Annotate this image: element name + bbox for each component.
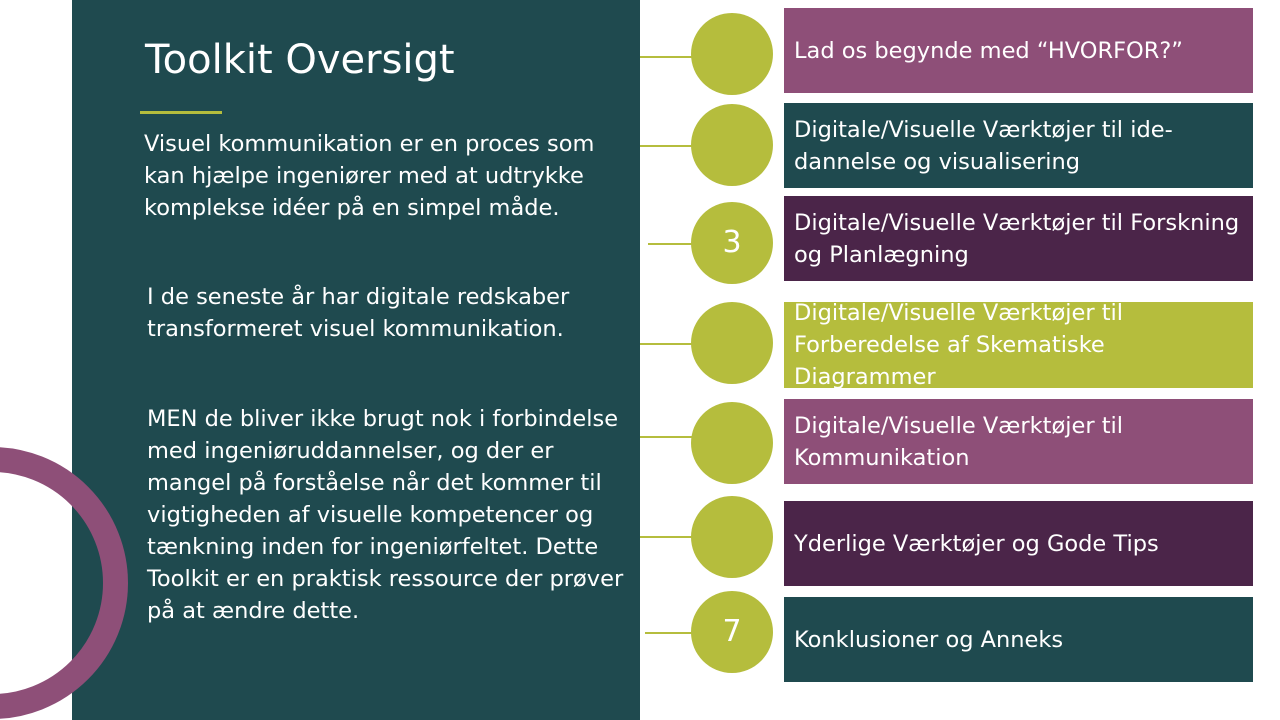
agenda-number-1: [691, 13, 773, 95]
agenda-number-5: [691, 402, 773, 484]
agenda-item-2[interactable]: [784, 103, 1253, 188]
agenda-item-6[interactable]: [784, 501, 1253, 586]
agenda-item-label: Digitale/Visuelle Værktøjer til ide-dannelse og visualisering: [794, 116, 1173, 175]
body-text: [143, 128, 633, 627]
agenda-number-7: 7: [691, 591, 773, 673]
problem-paragraph: MEN de bliver ikke brugt nok i forbindelse med ingeniøruddannelser, og der er mangel på forståelse når det kommer til vigtigheden af visuelle kompetencer og tænkning inden for ingeniørfeltet. Dette Toolkit er en praktisk ressource der prøver på at ændre dette.: [147, 406, 624, 624]
agenda-item-label: Yderlige Værktøjer og Gode Tips: [794, 530, 1159, 557]
agenda-item-4[interactable]: [784, 302, 1253, 388]
agenda-item-label: Digitale/Visuelle Værktøjer til Forberedelse af Skematiske Diagrammer: [794, 302, 1124, 388]
agenda-item-5[interactable]: [784, 399, 1253, 484]
agenda-item-label: Konklusioner og Anneks: [794, 626, 1064, 653]
agenda-number-6: [691, 496, 773, 578]
agenda-item-1[interactable]: [784, 8, 1253, 93]
slide-title: Toolkit Oversigt: [145, 37, 455, 83]
digital-tools-paragraph: I de seneste år har digitale redskaber transformeret visuel kommunikation.: [147, 284, 570, 342]
agenda-item-label: Lad os begynde med “HVORFOR?”: [794, 37, 1183, 64]
agenda-item-label: Digitale/Visuelle Værktøjer til Kommunikation: [794, 412, 1124, 471]
agenda-number-4: [691, 302, 773, 384]
intro-paragraph: Visuel kommunikation er en proces som kan hjælpe ingeniører med at udtrykke komplekse idéer på en simpel måde.: [144, 131, 595, 221]
agenda-number-2: [691, 104, 773, 186]
agenda-item-label: Digitale/Visuelle Værktøjer til Forskning og Planlægning: [794, 209, 1240, 268]
agenda-item-3[interactable]: [784, 196, 1253, 281]
agenda-number-3: 3: [691, 202, 773, 284]
title-underline: [140, 111, 222, 114]
agenda-item-7[interactable]: [784, 597, 1253, 682]
